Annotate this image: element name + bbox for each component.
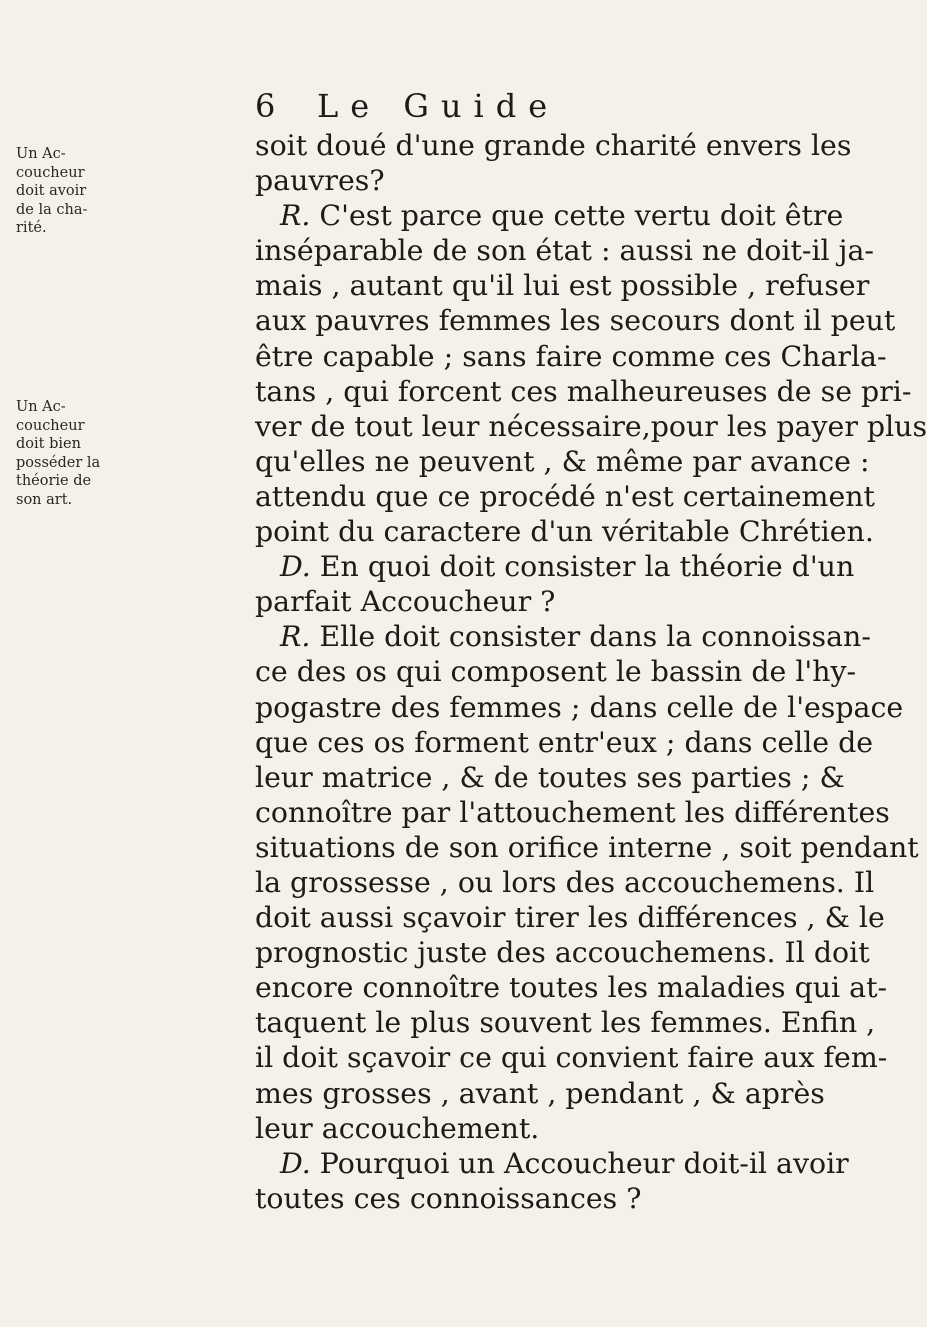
text-line: toutes ces connoissances ? bbox=[255, 1181, 642, 1215]
text-line: qu'elles ne peuvent , & même par avance : bbox=[255, 444, 870, 478]
text-line: pauvres? bbox=[255, 164, 385, 198]
text-line: attendu que ce procédé n'est certainement bbox=[255, 479, 875, 513]
text-line: il doit sçavoir ce qui convient faire aux fem- bbox=[255, 1041, 888, 1075]
text-line: ver de tout leur nécessaire,pour les payer plus bbox=[255, 409, 927, 443]
margin-note-line: doit bien bbox=[16, 436, 81, 452]
margin-note-line: Un Ac- bbox=[16, 399, 66, 415]
margin-note-theory bbox=[16, 398, 106, 509]
question-line bbox=[255, 1146, 849, 1181]
margin-note-line: théorie de bbox=[16, 473, 92, 489]
text-line: leur accouchement. bbox=[255, 1111, 540, 1145]
margin-note-line: rité. bbox=[16, 220, 47, 236]
answer-label: R. bbox=[280, 620, 311, 654]
margin-note-line: coucheur bbox=[16, 164, 85, 181]
text-line: doit aussi sçavoir tirer les différences , & le bbox=[255, 901, 885, 935]
margin-note-line: coucheur bbox=[16, 417, 85, 434]
answer-label: R. bbox=[280, 199, 311, 233]
running-title: Le Guide bbox=[317, 87, 560, 125]
text-line: point du caractere d'un véritable Chrétien. bbox=[255, 515, 874, 549]
question-label: D. bbox=[280, 1146, 311, 1180]
text-line: mais , autant qu'il lui est possible , refuser bbox=[255, 269, 870, 303]
text-line: que ces os forment entr'eux ; dans celle de bbox=[255, 725, 874, 759]
text-line: situations de son orifice interne , soit pendant bbox=[255, 830, 919, 864]
text-line: taquent le plus souvent les femmes. Enfin , bbox=[255, 1006, 876, 1040]
text-line: tans , qui forcent ces malheureuses de se pri- bbox=[255, 374, 912, 408]
text-line: pogastre des femmes ; dans celle de l'espace bbox=[255, 690, 904, 724]
answer-line bbox=[255, 198, 844, 233]
text-line: mes grosses , avant , pendant , & après bbox=[255, 1076, 825, 1110]
margin-note-line: son art. bbox=[16, 491, 73, 508]
question-label: D. bbox=[280, 550, 311, 584]
answer-text: Elle doit consister dans la connoissan- bbox=[310, 620, 871, 654]
body-text bbox=[255, 128, 927, 1216]
text-line: la grossesse , ou lors des accouchemens. Il bbox=[255, 865, 875, 899]
question-line bbox=[255, 549, 855, 584]
answer-line bbox=[255, 619, 871, 654]
margin-note-line: de la cha- bbox=[16, 201, 88, 218]
question-text: Pourquoi un Accoucheur doit-il avoir bbox=[310, 1146, 849, 1180]
text-line: connoître par l'attouchement les différentes bbox=[255, 795, 890, 829]
text-line: leur matrice , & de toutes ses parties ; & bbox=[255, 760, 845, 794]
text-line: encore connoître toutes les maladies qui at- bbox=[255, 971, 888, 1005]
question-text: En quoi doit consister la théorie d'un bbox=[310, 550, 855, 584]
text-line: soit doué d'une grande charité envers les bbox=[255, 129, 852, 162]
text-line: être capable ; sans faire comme ces Charla- bbox=[255, 339, 887, 373]
text-line: inséparable de son état : aussi ne doit-il ja- bbox=[255, 234, 874, 268]
text-line: aux pauvres femmes les secours dont il peut bbox=[255, 304, 896, 338]
page-number: 6 bbox=[255, 87, 276, 125]
margin-note-line: doit avoir bbox=[16, 183, 87, 199]
margin-note-line: Un Ac- bbox=[16, 146, 66, 162]
text-line: prognostic juste des accouchemens. Il doit bbox=[255, 936, 870, 970]
margin-note-line: posséder la bbox=[16, 454, 101, 471]
text-line: parfait Accoucheur ? bbox=[255, 585, 556, 619]
answer-text: C'est parce que cette vertu doit être bbox=[310, 199, 844, 233]
running-header bbox=[255, 86, 735, 126]
text-line: ce des os qui composent le bassin de l'hy- bbox=[255, 655, 857, 689]
margin-note-charity bbox=[16, 145, 106, 238]
